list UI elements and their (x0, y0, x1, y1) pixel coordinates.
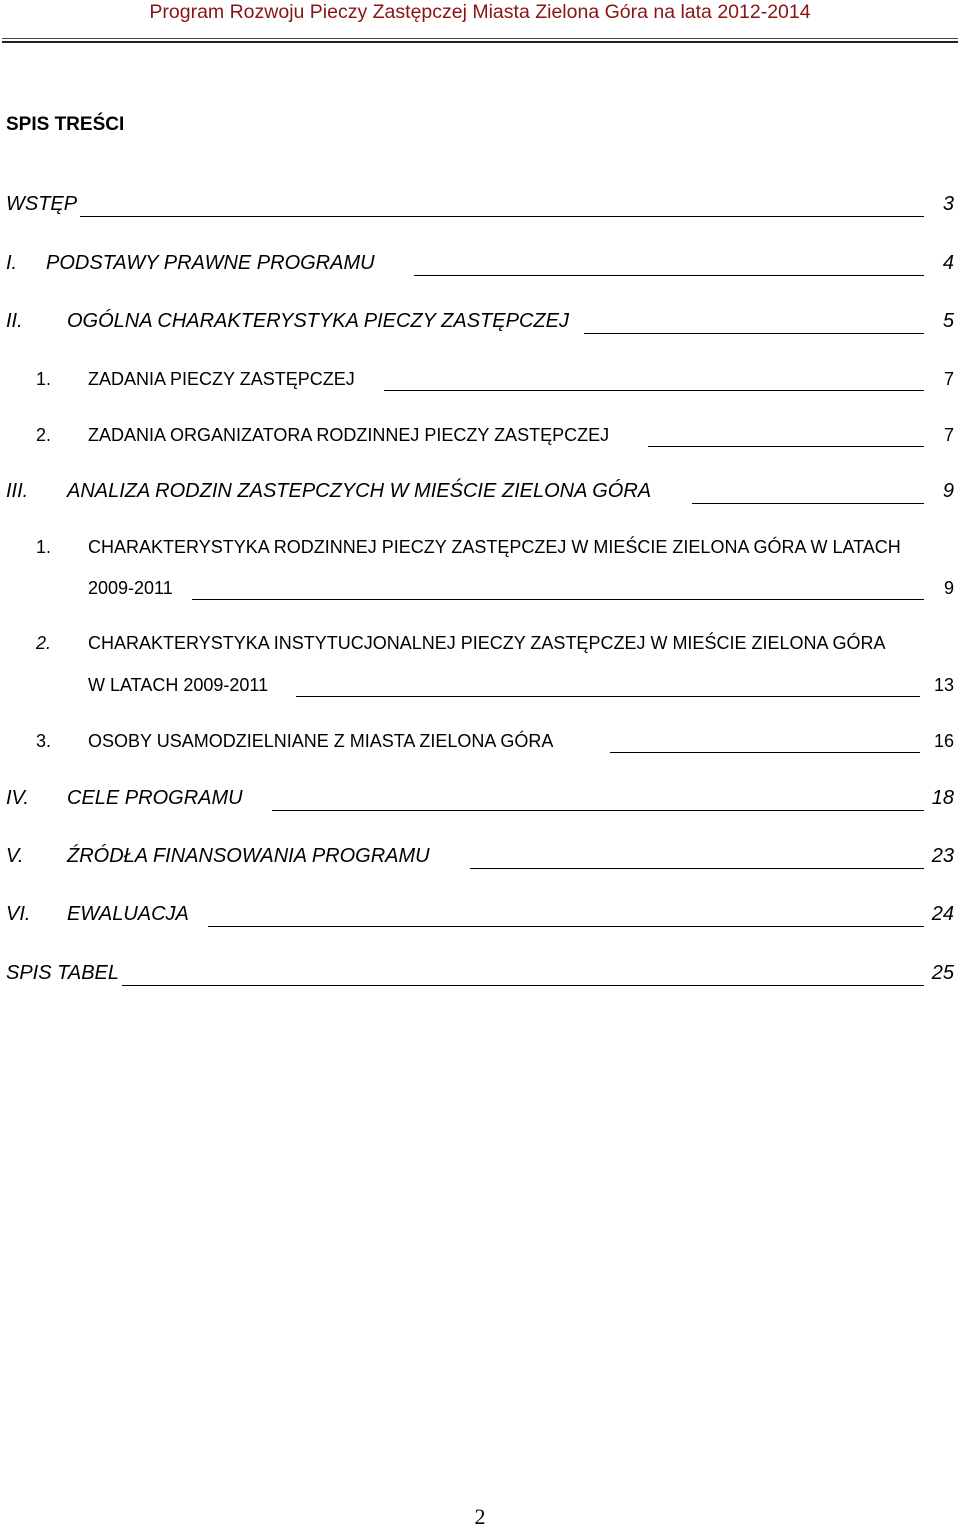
toc-entry-label[interactable]: OSOBY USAMODZIELNIANE Z MIASTA ZIELONA GÓRA (88, 731, 554, 751)
page-number: 2 (474, 1504, 486, 1529)
toc-entry[interactable] (0, 787, 960, 817)
toc-entry[interactable] (0, 537, 960, 567)
toc-entry-number: V. (6, 845, 24, 867)
toc-entry-number: VI. (6, 903, 31, 925)
toc-leader (648, 446, 924, 447)
toc-entry-number: 1. (36, 537, 52, 557)
toc-entry-page[interactable]: 13 (933, 675, 954, 695)
toc-entry-page[interactable]: 23 (931, 845, 954, 867)
toc-leader (272, 810, 924, 811)
toc-leader (414, 275, 924, 276)
toc-entry-number: 1. (36, 369, 52, 389)
toc-entry-page[interactable]: 24 (931, 903, 954, 925)
toc-leader (296, 696, 920, 697)
toc-entry-label[interactable]: ŹRÓDŁA FINANSOWANIA PROGRAMU (67, 845, 430, 867)
toc-entry-label[interactable]: EWALUACJA (67, 903, 189, 925)
toc-entry[interactable] (0, 369, 960, 399)
toc-entry[interactable] (0, 633, 960, 663)
toc-entry[interactable] (0, 252, 960, 282)
toc-entry-label[interactable]: CHARAKTERYSTYKA INSTYTUCJONALNEJ PIECZY ZASTĘPCZEJ W MIEŚCIE ZIELONA GÓRA (88, 633, 886, 653)
toc-leader (470, 868, 924, 869)
toc-entry-page[interactable]: 7 (943, 369, 954, 389)
toc-entry-number: III. (6, 480, 29, 502)
toc-entry-label-continued[interactable]: 2009-2011 (88, 578, 173, 598)
toc-entry[interactable] (0, 480, 960, 510)
toc-entry-label[interactable]: ANALIZA RODZIN ZASTEPCZYCH W MIEŚCIE ZIELONA GÓRA (67, 480, 652, 502)
toc-entry-label[interactable]: SPIS TABEL (6, 962, 120, 984)
toc-leader (584, 333, 924, 334)
toc-entry-number: 3. (36, 731, 52, 751)
toc-entry-continuation[interactable] (0, 675, 960, 705)
toc-leader (192, 599, 924, 600)
header-rule (2, 38, 958, 43)
toc-entry[interactable] (0, 310, 960, 340)
toc-entry-number: II. (6, 310, 23, 332)
toc-entry-page[interactable]: 7 (943, 425, 954, 445)
toc-entry-number: I. (6, 252, 18, 274)
toc-entry-page[interactable]: 3 (942, 193, 954, 215)
toc-entry-page[interactable]: 5 (942, 310, 954, 332)
toc-entry[interactable] (0, 193, 960, 223)
toc-entry[interactable] (0, 425, 960, 455)
toc-leader (692, 503, 924, 504)
toc-entry[interactable] (0, 731, 960, 761)
toc-entry-page[interactable]: 4 (942, 252, 954, 274)
toc-heading: SPIS TREŚCI (6, 114, 125, 135)
toc-entry-label[interactable]: ZADANIA ORGANIZATORA RODZINNEJ PIECZY ZASTĘPCZEJ (88, 425, 610, 445)
toc-entry[interactable] (0, 903, 960, 933)
toc-entry-label-continued[interactable]: W LATACH 2009-2011 (88, 675, 269, 695)
toc-entry-page[interactable]: 9 (942, 480, 954, 502)
toc-entry-page[interactable]: 9 (943, 578, 954, 598)
toc-leader (610, 752, 920, 753)
toc-entry-label[interactable]: PODSTAWY PRAWNE PROGRAMU (46, 252, 375, 274)
toc-entry-number: IV. (6, 787, 29, 809)
toc-entry-number: 2. (36, 425, 52, 445)
toc-entry[interactable] (0, 845, 960, 875)
toc-entry-page[interactable]: 16 (933, 731, 954, 751)
toc-entry-page[interactable]: 25 (931, 962, 954, 984)
toc-entry-page[interactable]: 18 (931, 787, 954, 809)
toc-leader (122, 985, 924, 986)
toc-entry-label[interactable]: ZADANIA PIECZY ZASTĘPCZEJ (88, 369, 355, 389)
toc-entry-number: 2. (36, 633, 52, 653)
toc-leader (80, 216, 924, 217)
toc-entry-label[interactable]: CELE PROGRAMU (67, 787, 243, 809)
running-header: Program Rozwoju Pieczy Zastępczej Miasta Zielona Góra na lata 2012-2014 (149, 1, 811, 23)
toc-entry-label[interactable]: OGÓLNA CHARAKTERYSTYKA PIECZY ZASTĘPCZEJ (67, 310, 569, 332)
toc-leader (208, 926, 924, 927)
toc-entry-continuation[interactable] (0, 578, 960, 608)
toc-entry-label[interactable]: WSTĘP (6, 193, 78, 215)
toc-leader (384, 390, 924, 391)
toc-entry-label[interactable]: CHARAKTERYSTYKA RODZINNEJ PIECZY ZASTĘPCZEJ W MIEŚCIE ZIELONA GÓRA W LATACH (88, 537, 901, 557)
toc-entry[interactable] (0, 962, 960, 992)
